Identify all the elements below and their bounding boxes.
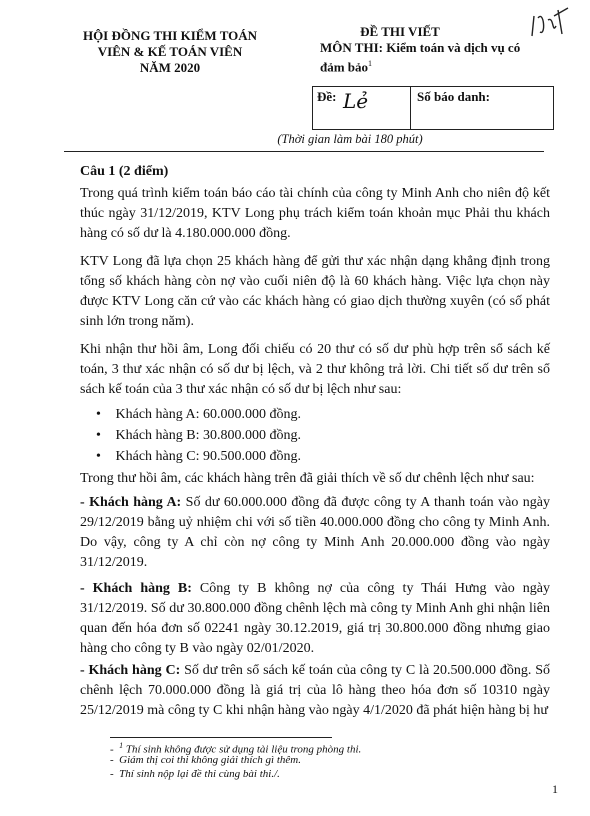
exam-title: ĐỀ THI VIẾT [360, 24, 440, 39]
customer-c-label: - Khách hàng C: [80, 663, 181, 678]
box-divider [410, 87, 411, 129]
footnote-text: Giám thị coi thi không giải thích gì thêm. [119, 754, 301, 766]
exam-subject [320, 40, 550, 56]
time-note: (Thời gian làm bài 180 phút) [277, 132, 423, 146]
footnote-text: Thí sinh nộp lại đề thi cùng bài thi./. [119, 768, 280, 780]
exam-header [320, 24, 550, 75]
footnote-divider [110, 737, 332, 738]
exam-code-box [312, 86, 554, 130]
page-number: 1 [552, 782, 558, 796]
footnote-mark: - [110, 743, 114, 756]
bullet-text: Khách hàng B: 30.800.000 đồng. [115, 428, 301, 443]
customer-b-label: - Khách hàng B: [80, 581, 192, 596]
exam-subject-cont [320, 56, 550, 75]
customer-b-text: Công ty B không nợ của công ty Thái Hưng vào ngày 31/12/2019. Số dư 30.800.000 đồng chênh lệch mà công ty Minh Anh ghi nhận liên quan đến hóa đơn số 02241 ngày 30.12.2019, giá trị 30.800.000 đồng nhưng giao hàng cho công ty B vào ngày 02/01/2020. [80, 581, 550, 656]
footnote-item [110, 753, 301, 767]
bullet-item: • Khách hàng B: 30.800.000 đồng. [96, 428, 301, 443]
subject-value-2: đảm bảo [320, 59, 369, 75]
divider [64, 151, 544, 152]
organization-header [70, 28, 270, 76]
paragraph-2: KTV Long đã lựa chọn 25 khách hàng để gửi thư xác nhận dạng khẳng định trong tổng số khách hàng còn nợ vào cuối niên độ là 60 khách hàng. Việc lựa chọn này được KTV Long căn cứ vào các khách hàng có giao dịch thường xuyên (có số phát sinh lớn trong năm). [80, 254, 550, 329]
handwritten-signature [528, 6, 570, 40]
paragraph-1: Trong quá trình kiểm toán báo cáo tài chính của công ty Minh Anh cho niên độ kết thúc ngày 31/12/2019, KTV Long phụ trách kiểm toán khoản mục Phải thu khách hàng có số dư là 4.180.000.000 đồng. [80, 186, 550, 241]
bullet-text: Khách hàng A: 60.000.000 đồng. [115, 407, 301, 422]
customer-c-text: Số dư trên sổ sách kế toán của công ty C là 20.500.000 đồng. Số chênh lệch 70.000.000 đồng là giá trị của lô hàng theo hóa đơn số 10310 ngày 25/12/2019 mà công ty C khi nhận hàng vào ngày 4/1/2020 đã phát hiện hàng bị hư [80, 663, 550, 718]
sbd-label: Số báo danh: [417, 89, 490, 104]
subject-footnote-mark: 1 [368, 59, 373, 68]
bullet-item: • Khách hàng C: 90.500.000 đồng. [96, 449, 301, 464]
footnote-sup: 1 [119, 741, 124, 750]
customer-a-text: Số dư 60.000.000 đồng đã được công ty A thanh toán vào ngày 29/12/2019 bằng uỷ nhiệm chi với số tiền 40.000.000 đồng cho công ty Minh Anh. Do vậy, công ty A chỉ còn nợ công ty Minh Anh 20.000.000 đồng vào ngày 31/12/2019. [80, 495, 550, 570]
footnote-mark: - [110, 754, 114, 766]
customer-a-label: - Khách hàng A: [80, 495, 182, 510]
question-title: Câu 1 (2 điểm) [80, 164, 169, 179]
bullet-item: • Khách hàng A: 60.000.000 đồng. [96, 407, 301, 422]
customer-b-explanation [80, 579, 550, 659]
de-value: Lẻ [343, 89, 369, 113]
footnote-text: Thí sinh không được sử dụng tài liệu trong phòng thi. [123, 743, 362, 756]
subject-label: MÔN THI: [320, 40, 383, 55]
subject-value: Kiểm toán và dịch vụ có [386, 40, 521, 55]
de-label: Đề: [317, 89, 337, 104]
customer-a-explanation [80, 493, 550, 573]
footnote-mark: - [110, 768, 114, 780]
org-line-2: VIÊN & KẾ TOÁN VIÊN [97, 44, 243, 59]
bullet-text: Khách hàng C: 90.500.000 đồng. [115, 449, 301, 464]
org-line-3: NĂM 2020 [139, 60, 201, 75]
paragraph-4: Trong thư hồi âm, các khách hàng trên đã giải thích về số dư chênh lệch như sau: [80, 471, 535, 486]
footnote-item [110, 767, 280, 781]
paragraph-3: Khi nhận thư hồi âm, Long đối chiếu có 20 thư có số dư phù hợp trên sổ sách kế toán, 3 thư xác nhận có số dư bị lệch, và 2 thư không trả lời. Chi tiết số dư trên sổ sách kế toán của 3 thư xác nhận có số dư bị lệch như sau: [80, 342, 550, 397]
org-line-1: HỘI ĐỒNG THI KIỂM TOÁN [82, 28, 258, 43]
customer-c-explanation [80, 661, 550, 721]
